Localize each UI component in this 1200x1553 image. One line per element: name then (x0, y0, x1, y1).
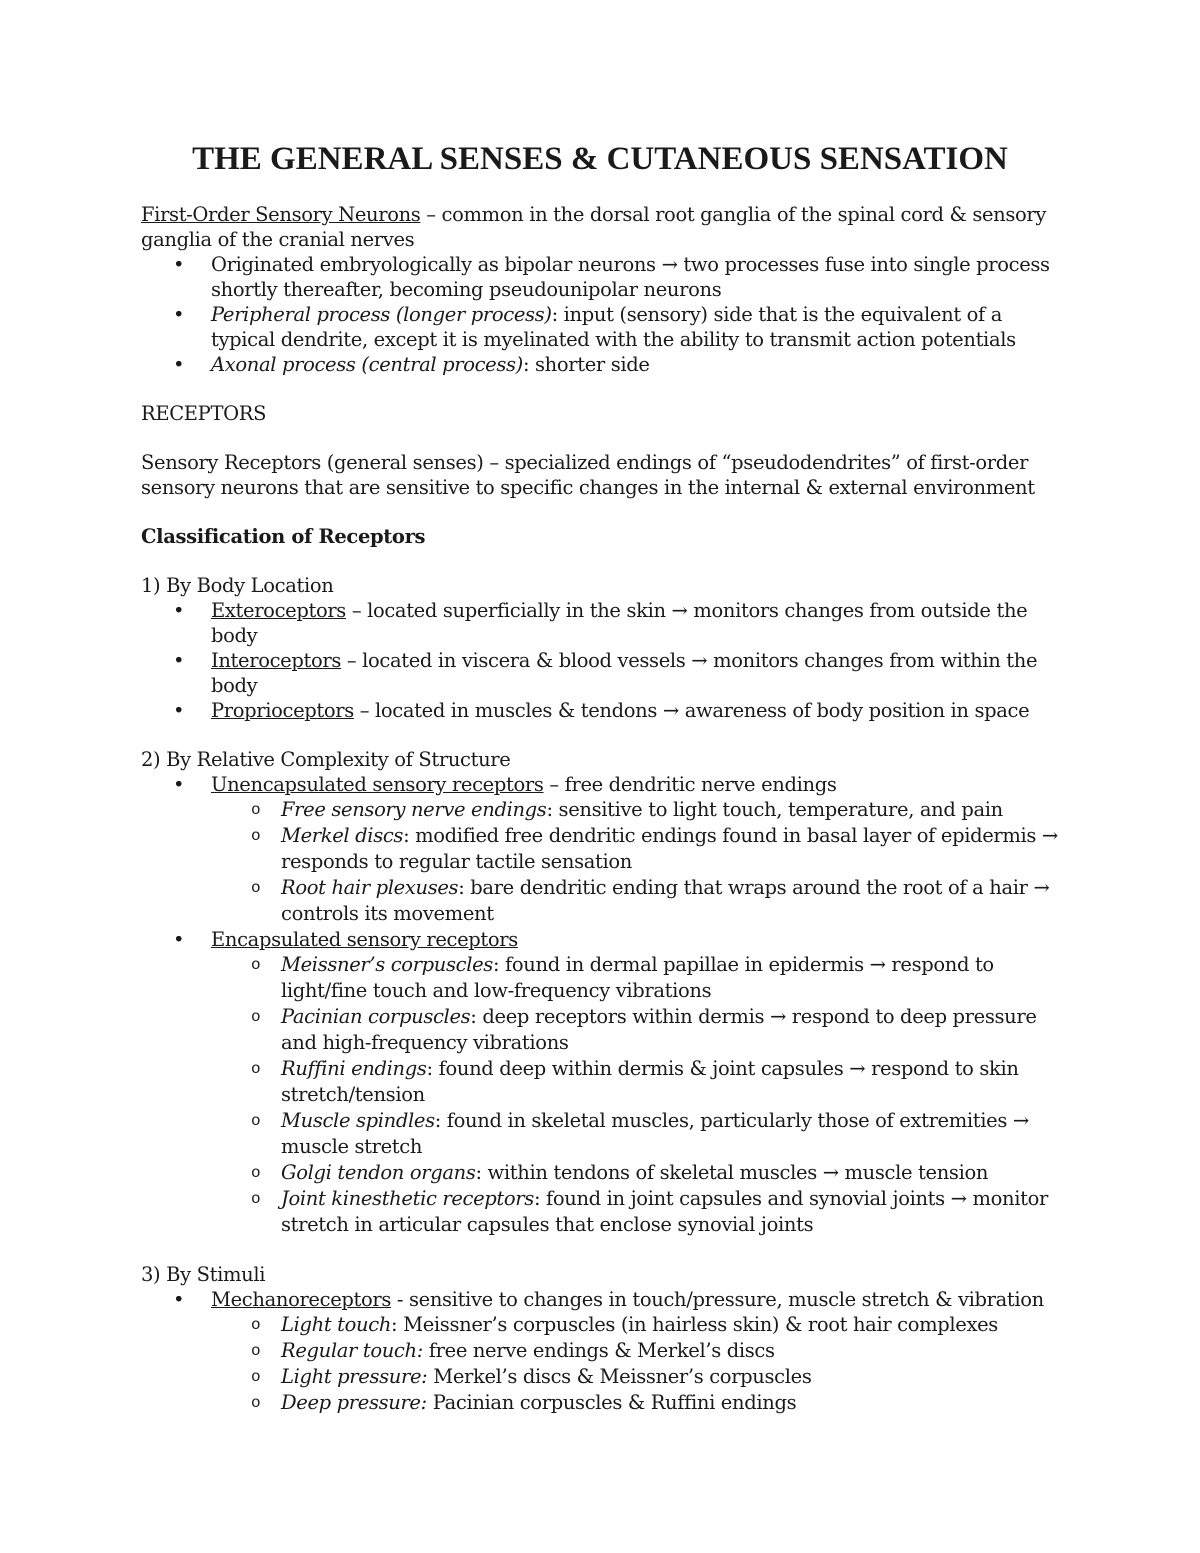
list-item-text: – located in muscles & tendons → awareness of body position in space (353, 699, 1030, 722)
sublist-item-text: : found in dermal papillae in epidermis → respond to light/fine touch and low-frequency vibrations (281, 953, 994, 1002)
sublist-item-text: : found deep within dermis & joint capsules → respond to skin stretch/tension (281, 1057, 1019, 1106)
complexity-heading: 2) By Relative Complexity of Structure (141, 748, 511, 771)
sublist-item-text: : sensitive to light touch, temperature, and pain (546, 798, 1003, 821)
sublist-item (211, 1160, 1071, 1186)
sublist-item-text: : modified free dendritic endings found in basal layer of epidermis → responds to regular tactile sensation (281, 824, 1058, 873)
sublist-item-term: Muscle spindles (281, 1109, 435, 1132)
sublist-item (211, 1108, 1071, 1160)
first-order-term: First-Order Sensory Neurons (141, 203, 421, 226)
classification-heading: Classification of Receptors (141, 525, 426, 548)
list-item (141, 352, 1071, 377)
list-item-text: – located superficially in the skin → monitors changes from outside the body (211, 599, 1028, 647)
sublist-item (211, 1312, 1071, 1338)
list-item-text: : input (sensory) side that is the equivalent of a typical dendrite, except it is myelinated with the ability to transmit action potentials (211, 303, 1016, 351)
list-item-text: – located in viscera & blood vessels → monitors changes from within the body (211, 649, 1038, 697)
list-item-text: – free dendritic nerve endings (543, 773, 837, 796)
sublist-item-term: Joint kinesthetic receptors (281, 1187, 534, 1210)
sublist-item-term: Golgi tendon organs (281, 1161, 476, 1184)
document-title: THE GENERAL SENSES & CUTANEOUS SENSATION (192, 141, 1008, 177)
list-item (141, 772, 1071, 927)
list-item-term: Peripheral process (longer process) (211, 303, 552, 326)
sublist-item-term: Light pressure: (281, 1365, 428, 1388)
sublist-item-text: Merkel’s discs & Meissner’s corpuscles (427, 1365, 812, 1388)
first-order-list (141, 252, 1071, 377)
list-item (141, 302, 1071, 352)
list-item (141, 598, 1071, 648)
list-item-text: Originated embryologically as bipolar neurons → two processes fuse into single process shortly thereafter, becoming pseudounipolar neurons (211, 253, 1050, 301)
list-item-term: Axonal process (central process) (211, 353, 523, 376)
list-item-term: Mechanoreceptors (211, 1288, 392, 1311)
unencapsulated-sublist (211, 797, 1071, 927)
sublist-item-term: Meissner’s corpuscles (281, 953, 493, 976)
sublist-item (211, 875, 1071, 927)
sublist-item-text: : deep receptors within dermis → respond to deep pressure and high-frequency vibrations (281, 1005, 1037, 1054)
sublist-item-term: Ruffini endings (281, 1057, 427, 1080)
list-item (141, 648, 1071, 698)
list-item (141, 698, 1071, 723)
stimuli-list (141, 1287, 1071, 1416)
sublist-item (211, 1390, 1071, 1416)
sublist-item-term: Light touch (281, 1313, 392, 1336)
sublist-item (211, 823, 1071, 875)
document-body (141, 202, 1071, 1416)
sublist-item-text: Pacinian corpuscles & Ruffini endings (426, 1391, 797, 1414)
sublist-item-term: Regular touch: (281, 1339, 423, 1362)
sublist-item-text: free nerve endings & Merkel’s discs (422, 1339, 775, 1362)
list-item-term: Interoceptors (211, 649, 341, 672)
list-item-term: Encapsulated sensory receptors (211, 928, 518, 951)
sublist-item-term: Root hair plexuses (281, 876, 459, 899)
sublist-item-term: Free sensory nerve endings (281, 798, 547, 821)
first-order-paragraph (141, 202, 1071, 252)
sublist-item-term: Deep pressure: (281, 1391, 427, 1414)
sublist-item (211, 1004, 1071, 1056)
location-list (141, 598, 1071, 723)
sublist-item-text: : Meissner’s corpuscles (in hairless skin) & root hair complexes (391, 1313, 998, 1336)
list-item-text: - sensitive to changes in touch/pressure, muscle stretch & vibration (391, 1288, 1044, 1311)
sublist-item (211, 952, 1071, 1004)
list-item-term: Proprioceptors (211, 699, 354, 722)
list-item-term: Unencapsulated sensory receptors (211, 773, 544, 796)
receptors-heading: RECEPTORS (141, 402, 267, 425)
sublist-item-text: : found in skeletal muscles, particularly those of extremities → muscle stretch (281, 1109, 1029, 1158)
sublist-item (211, 1056, 1071, 1108)
list-item-text: : shorter side (522, 353, 650, 376)
complexity-list (141, 772, 1071, 1238)
sublist-item (211, 1364, 1071, 1390)
list-item-term: Exteroceptors (211, 599, 346, 622)
sublist-item (211, 1186, 1071, 1238)
location-heading: 1) By Body Location (141, 574, 334, 597)
sublist-item-text: : bare dendritic ending that wraps around the root of a hair → controls its movement (281, 876, 1050, 925)
sublist-item-text: : within tendons of skeletal muscles → muscle tension (475, 1161, 989, 1184)
encapsulated-sublist (211, 952, 1071, 1238)
sublist-item-term: Merkel discs (281, 824, 404, 847)
sensory-receptors-paragraph: Sensory Receptors (general senses) – specialized endings of “pseudodendrites” of first-order sensory neurons that are sensitive to specific changes in the internal & external environment (141, 451, 1035, 499)
sublist-item (211, 797, 1071, 823)
mechanoreceptor-sublist (211, 1312, 1071, 1416)
sublist-item-text: : found in joint capsules and synovial joints → monitor stretch in articular capsules that enclose synovial joints (281, 1187, 1048, 1236)
stimuli-heading: 3) By Stimuli (141, 1263, 266, 1286)
sublist-item (211, 1338, 1071, 1364)
list-item (141, 252, 1071, 302)
list-item (141, 1287, 1071, 1416)
sublist-item-term: Pacinian corpuscles (281, 1005, 471, 1028)
first-order-definition: – common in the dorsal root ganglia of the spinal cord & sensory ganglia of the cranial nerves (141, 203, 1047, 251)
list-item (141, 927, 1071, 1238)
